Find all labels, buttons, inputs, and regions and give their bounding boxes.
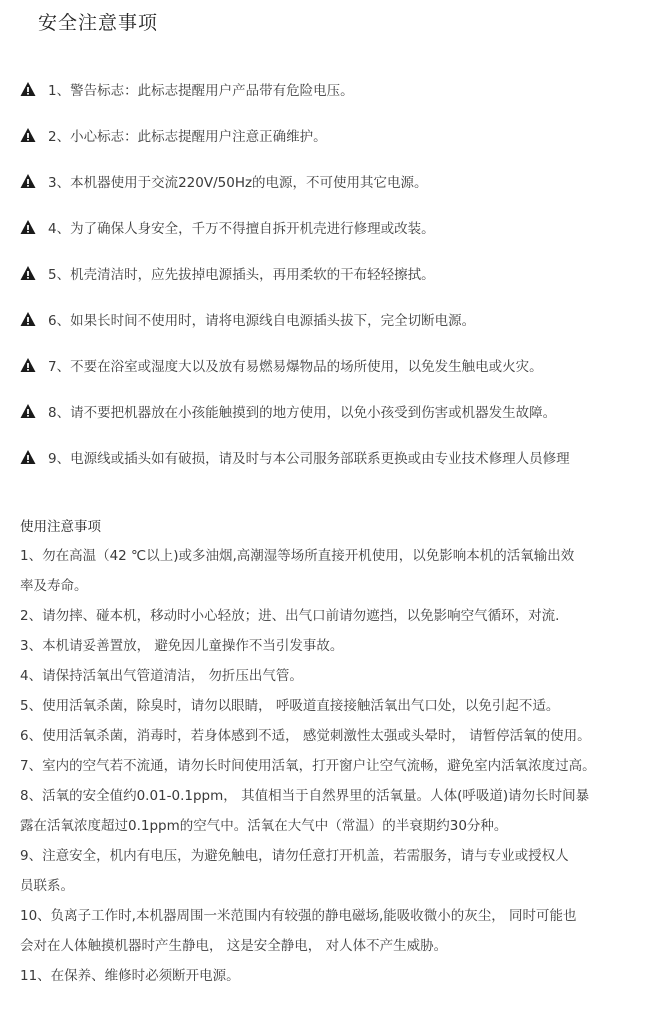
usage-item-line: 10、负离子工作时,本机器周围一米范围内有较强的静电磁场,能吸收微小的灰尘， 同时可能也 [20, 908, 577, 924]
warning-triangle-icon [20, 219, 36, 235]
warning-triangle-icon [20, 403, 36, 419]
usage-item-line: 5、使用活氧杀菌，除臭时，请勿以眼睛， 呼吸道直接接触活氧出气口处，以免引起不适。 [20, 698, 560, 714]
warning-item [20, 296, 645, 342]
warning-text: 9、电源线或插头如有破损，请及时与本公司服务部联系更换或由专业技术修理人员修理 [48, 451, 570, 467]
usage-item [20, 691, 640, 721]
warning-text: 8、请不要把机器放在小孩能触摸到的地方使用，以免小孩受到伤害或机器发生故障。 [48, 405, 557, 421]
warning-item [20, 66, 645, 112]
warning-text: 6、如果长时间不使用时，请将电源线自电源插头拔下，完全切断电源。 [48, 313, 476, 329]
usage-item [20, 781, 640, 841]
usage-item [20, 841, 640, 901]
warning-triangle-icon [20, 265, 36, 281]
usage-item-line: 6、使用活氧杀菌，消毒时，若身体感到不适， 感觉刺激性太强或头晕时， 请暂停活氧的使用。 [20, 728, 591, 744]
usage-item-line: 会对在人体触摸机器时产生静电， 这是安全静电， 对人体不产生威胁。 [20, 938, 448, 954]
warning-triangle-icon [20, 173, 36, 189]
usage-item [20, 661, 640, 691]
usage-item-line: 4、请保持活氧出气管道清洁， 勿折压出气管。 [20, 668, 303, 684]
warning-text: 3、本机器使用于交流220V/50Hz的电源，不可使用其它电源。 [48, 175, 428, 191]
warning-item [20, 204, 645, 250]
warning-item [20, 112, 645, 158]
usage-item-line: 1、勿在高温（42 ℃以上)或多油烟,高潮湿等场所直接开机使用，以免影响本机的活氧输出效 [20, 548, 575, 564]
usage-item [20, 601, 640, 631]
safety-warning-list [20, 66, 645, 480]
warning-item [20, 342, 645, 388]
warning-triangle-icon [20, 357, 36, 373]
warning-triangle-icon [20, 127, 36, 143]
usage-section-title: 使用注意事项 [20, 519, 101, 535]
page-title: 安全注意事项 [38, 12, 159, 34]
usage-item-line: 8、活氧的安全值约0.01-0.1ppm， 其值相当于自然界里的活氧量。人体(呼吸道)请勿长时间暴 [20, 788, 590, 804]
warning-text: 7、不要在浴室或湿度大以及放有易燃易爆物品的场所使用，以免发生触电或火灾。 [48, 359, 543, 375]
usage-item [20, 751, 640, 781]
usage-item-line: 员联系。 [20, 878, 74, 894]
usage-item-line: 2、请勿摔、碰本机，移动时小心轻放；进、出气口前请勿遮挡，以免影响空气循环，对流. [20, 608, 560, 624]
usage-item-line: 7、室内的空气若不流通，请勿长时间使用活氧，打开窗户让空气流畅，避免室内活氧浓度过高。 [20, 758, 596, 774]
usage-item [20, 961, 640, 991]
warning-text: 4、为了确保人身安全，千万不得擅自拆开机壳进行修理或改装。 [48, 221, 435, 237]
usage-item [20, 901, 640, 961]
warning-item [20, 250, 645, 296]
warning-triangle-icon [20, 81, 36, 97]
usage-notes-list [20, 541, 640, 991]
usage-item [20, 721, 640, 751]
warning-triangle-icon [20, 449, 36, 465]
usage-item-line: 11、在保养、维修时必须断开电源。 [20, 968, 240, 984]
warning-text: 2、小心标志：此标志提醒用户注意正确维护。 [48, 129, 327, 145]
warning-item [20, 388, 645, 434]
warning-text: 1、警告标志：此标志提醒用户产品带有危险电压。 [48, 83, 354, 99]
warning-item [20, 434, 645, 480]
usage-item [20, 541, 640, 601]
usage-item [20, 631, 640, 661]
usage-item-line: 率及寿命。 [20, 578, 88, 594]
usage-item-line: 露在活氧浓度超过0.1ppm的空气中。活氧在大气中（常温）的半衰期约30分种。 [20, 818, 508, 834]
warning-item [20, 158, 645, 204]
usage-item-line: 9、注意安全，机内有电压，为避免触电，请勿任意打开机盖，若需服务，请与专业或授权人 [20, 848, 569, 864]
warning-triangle-icon [20, 311, 36, 327]
warning-text: 5、机壳清洁时，应先拔掉电源插头，再用柔软的干布轻轻擦拭。 [48, 267, 435, 283]
usage-item-line: 3、本机请妥善置放， 避免因儿童操作不当引发事故。 [20, 638, 344, 654]
